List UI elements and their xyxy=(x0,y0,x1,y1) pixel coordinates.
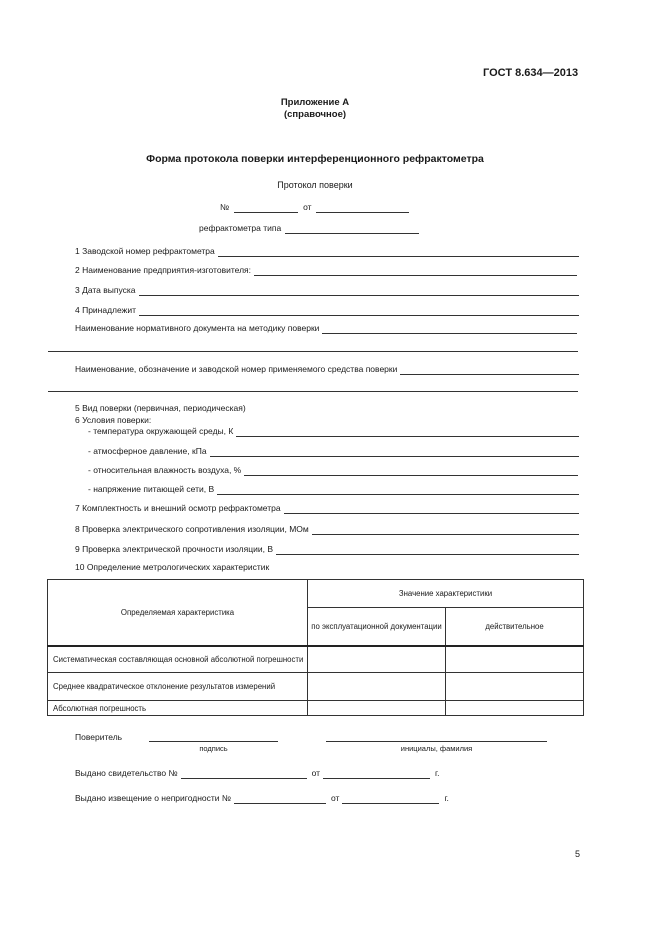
certificate-date-label: от xyxy=(311,768,321,778)
field-norm-doc-label: Наименование нормативного документа на методику поверки xyxy=(75,323,320,333)
field-insulation-strength-label: 9 Проверка электрической прочности изоляции, В xyxy=(75,544,273,554)
field-owner-blank[interactable] xyxy=(139,306,579,316)
notice-line xyxy=(75,793,449,804)
header-value: Значение характеристики xyxy=(308,580,584,608)
field-verification-means-blank[interactable] xyxy=(400,365,579,375)
certificate-year-suffix: г. xyxy=(435,768,440,778)
row-actual-cell[interactable] xyxy=(446,673,584,701)
row-label: Систематическая составляющая основной абсолютной погрешности xyxy=(48,646,308,673)
field-norm-doc xyxy=(75,323,577,334)
field-serial-number-blank[interactable] xyxy=(218,247,579,257)
protocol-number-label: № xyxy=(220,202,230,212)
field-owner xyxy=(75,305,579,316)
row-doc-cell[interactable] xyxy=(308,701,446,716)
appendix-heading xyxy=(0,97,630,121)
document-code: ГОСТ 8.634—2013 xyxy=(483,67,579,79)
certificate-line xyxy=(75,768,439,779)
name-caption: инициалы, фамилия xyxy=(400,744,473,753)
header-characteristic: Определяемая характеристика xyxy=(48,580,308,646)
field-verification-means xyxy=(75,364,579,375)
table-row xyxy=(48,646,584,673)
refractometer-type-label: рефрактометра типа xyxy=(199,223,282,233)
protocol-number-line xyxy=(220,202,409,213)
row-label: Среднее квадратическое отклонение результатов измерений xyxy=(48,673,308,701)
row-doc-cell[interactable] xyxy=(308,646,446,673)
condition-pressure-label: - атмосферное давление, кПа xyxy=(88,446,207,456)
notice-label: Выдано извещение о непригодности № xyxy=(75,793,231,803)
protocol-number-blank[interactable] xyxy=(234,203,298,213)
protocol-date-label: от xyxy=(303,202,312,212)
protocol-date-blank[interactable] xyxy=(316,203,409,213)
field-release-date xyxy=(75,285,579,296)
field-norm-doc-blank[interactable] xyxy=(322,324,577,334)
field-verification-type: 5 Вид поверки (первичная, периодическая) xyxy=(75,403,246,413)
notice-date-label: от xyxy=(331,793,340,803)
page-number: 5 xyxy=(575,849,581,859)
refractometer-type-line xyxy=(199,223,419,234)
field-owner-label: 4 Принадлежит xyxy=(75,305,136,315)
condition-humidity-blank[interactable] xyxy=(244,466,578,476)
notice-number-blank[interactable] xyxy=(234,794,326,804)
field-serial-number-label: 1 Заводской номер рефрактометра xyxy=(75,246,215,256)
table-row xyxy=(48,673,584,701)
certificate-label: Выдано свидетельство № xyxy=(75,768,178,778)
row-actual-cell[interactable] xyxy=(446,646,584,673)
field-metrological: 10 Определение метрологических характеристик xyxy=(75,562,270,572)
field-insulation-strength-blank[interactable] xyxy=(276,545,579,555)
certificate-date-blank[interactable] xyxy=(323,769,430,779)
row-label: Абсолютная погрешность xyxy=(48,701,308,716)
header-doc-value: по эксплуатационной документации xyxy=(308,608,446,646)
signature-caption: подпись xyxy=(199,744,228,753)
condition-temperature xyxy=(88,426,579,437)
field-manufacturer-blank[interactable] xyxy=(254,266,577,276)
field-completeness-blank[interactable] xyxy=(284,504,579,514)
notice-date-blank[interactable] xyxy=(342,794,439,804)
appendix-subtitle: (справочное) xyxy=(283,109,347,120)
field-manufacturer-label: 2 Наименование предприятия-изготовителя: xyxy=(75,265,252,275)
field-insulation-strength xyxy=(75,544,579,555)
condition-humidity-label: - относительная влажность воздуха, % xyxy=(88,465,242,475)
field-insulation-resistance-blank[interactable] xyxy=(312,525,579,535)
protocol-subtitle: Протокол поверки xyxy=(277,180,353,190)
verifier-label: Поверитель xyxy=(75,732,123,742)
field-verification-means-label: Наименование, обозначение и заводской номер применяемого средства поверки xyxy=(75,364,398,374)
field-completeness xyxy=(75,503,579,514)
condition-humidity xyxy=(88,465,578,476)
field-serial-number xyxy=(75,246,579,257)
field-verification-conditions: 6 Условия поверки: xyxy=(75,415,152,425)
field-release-date-blank[interactable] xyxy=(139,286,579,296)
condition-voltage xyxy=(88,484,579,495)
notice-year-suffix: г. xyxy=(444,793,449,803)
row-doc-cell[interactable] xyxy=(308,673,446,701)
condition-pressure xyxy=(88,446,579,457)
field-insulation-resistance-label: 8 Проверка электрического сопротивления изоляции, МОм xyxy=(75,524,309,534)
certificate-number-blank[interactable] xyxy=(181,769,307,779)
row-actual-cell[interactable] xyxy=(446,701,584,716)
field-insulation-resistance xyxy=(75,524,579,535)
condition-temperature-blank[interactable] xyxy=(236,427,579,437)
condition-voltage-label: - напряжение питающей сети, В xyxy=(88,484,215,494)
name-blank[interactable] xyxy=(326,741,547,742)
field-release-date-label: 3 Дата выпуска xyxy=(75,285,136,295)
table-row xyxy=(48,701,584,716)
condition-temperature-label: - температура окружающей среды, К xyxy=(88,426,234,436)
appendix-title: Приложение А xyxy=(280,97,350,108)
condition-voltage-blank[interactable] xyxy=(217,485,579,495)
field-manufacturer xyxy=(75,265,577,276)
condition-pressure-blank[interactable] xyxy=(210,447,579,457)
header-actual-value: действительное xyxy=(446,608,584,646)
refractometer-type-blank[interactable] xyxy=(285,224,419,234)
field-norm-doc-continuation[interactable] xyxy=(48,351,578,352)
field-completeness-label: 7 Комплектность и внешний осмотр рефрактометра xyxy=(75,503,281,513)
signature-blank[interactable] xyxy=(149,741,278,742)
characteristics-table xyxy=(47,579,584,716)
field-verification-means-continuation[interactable] xyxy=(48,391,578,392)
form-title: Форма протокола поверки интерференционного рефрактометра xyxy=(146,153,484,165)
table-header-row xyxy=(48,580,584,608)
